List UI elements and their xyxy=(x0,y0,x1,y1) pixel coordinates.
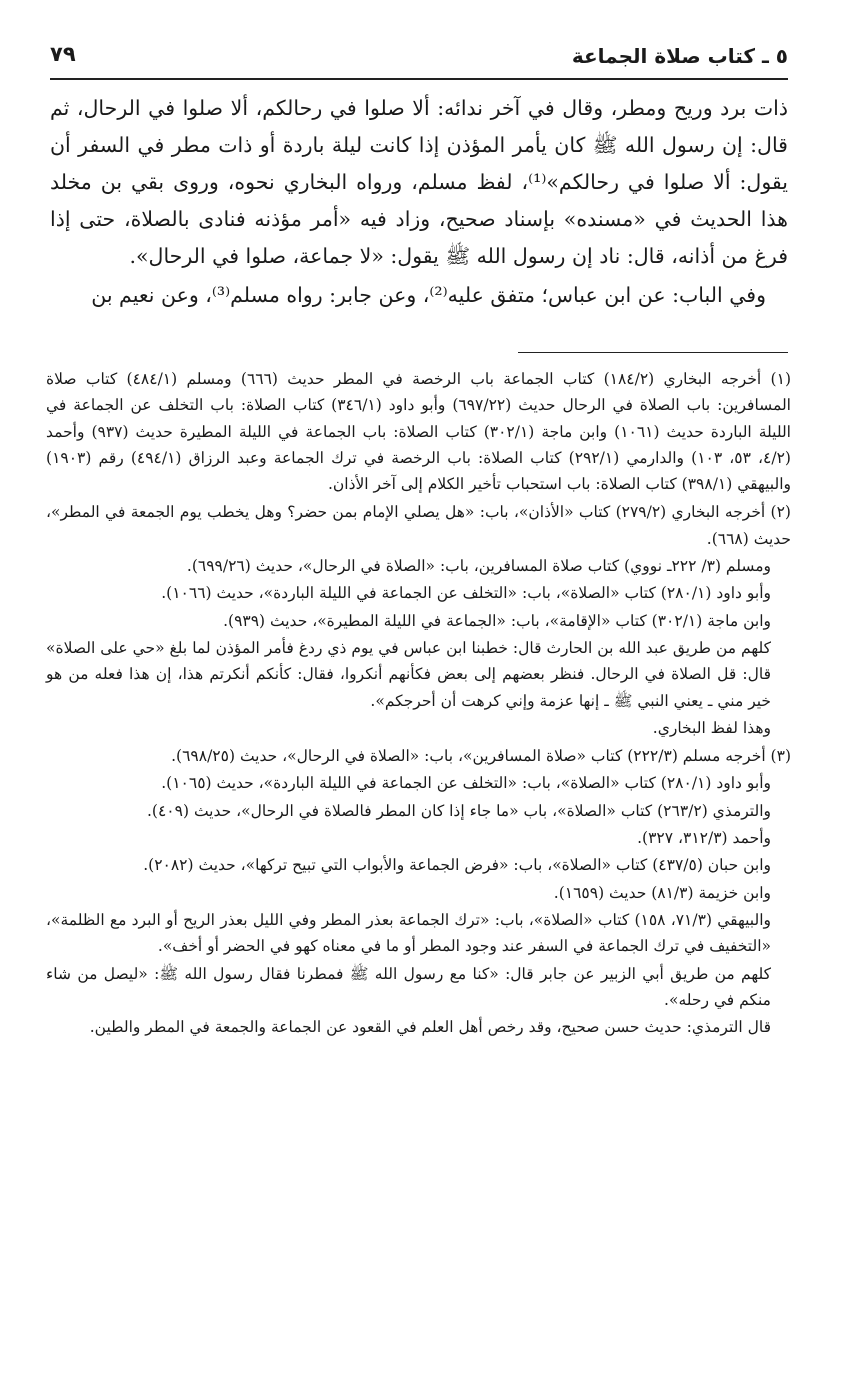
chapter-title: ٥ ـ كتاب صلاة الجماعة xyxy=(571,44,788,68)
main-paragraph: ذات برد وريح ومطر، وقال في آخر ندائه: ألا صلوا في رحالكم، ألا صلوا في الرحال، ثم قال: إن رسول الله ﷺ كان يأمر المؤذن إذا كانت ليلة باردة أو ذات مطر في السفر أن يقول: ألا صلوا في رحالكم»⁽¹⁾، لفظ مسلم، ورواه البخاري نحوه، وروى بقي بن مخلد هذا الحديث في «مسنده» بإسناد صحيح، وزاد فيه «أمر مؤذنه فنادى بالصلاة، حتى إذا فرغ من أذانه، قال: ناد إن رسول الله ﷺ يقول: «لا جماعة، صلوا في الرحال». xyxy=(50,96,788,268)
footnote-separator xyxy=(518,352,788,353)
footnote-line: قال الترمذي: حديث حسن صحيح، وقد رخص أهل العلم في القعود عن الجماعة والجمعة في المطر والطين. xyxy=(89,1018,771,1037)
main-text xyxy=(50,90,788,314)
main-paragraph: وفي الباب: عن ابن عباس؛ متفق عليه⁽²⁾، وعن جابر: رواه مسلم⁽³⁾، وعن نعيم بن xyxy=(91,283,766,307)
footnote-line: وأبو داود (٢٨٠/١) كتاب «الصلاة»، باب: «التخلف عن الجماعة في الليلة الباردة»، حديث (١٠٦٦). xyxy=(161,584,771,603)
page-number: ٧٩ xyxy=(50,42,76,66)
footnote-3: (٣) أخرجه مسلم (٢٢٢/٣) كتاب «صلاة المسافرين»، باب: «الصلاة في الرحال»، حديث (٦٩٨/٢٥). xyxy=(171,747,791,766)
footnote-line: وأبو داود (٢٨٠/١) كتاب «الصلاة»، باب: «التخلف عن الجماعة في الليلة الباردة»، حديث (١٠٦٥). xyxy=(161,774,771,793)
footnote-2: (٢) أخرجه البخاري (٢٧٩/٢) كتاب «الأذان»، باب: «هل يصلي الإمام بمن حضر؟ وهل يخطب يوم الجمعة في المطر»، حديث (٦٦٨). xyxy=(46,503,791,548)
footnotes xyxy=(46,366,791,1041)
footnote-line: كلهم من طريق عبد الله بن الحارث قال: خطبنا ابن عباس في يوم ذي ردغ فأمر المؤذن لما بلغ «حي على الصلاة» قال: قل الصلاة في الرحال. فنظر بعضهم إلى بعض فكأنهم أنكروا، فقال: كأنكم أنكرتم هذا، إن هذا فعله من هو خير مني ـ يعني النبي ﷺ ـ إنها عزمة وإني كرهت أن أحرجكم». xyxy=(46,638,771,710)
footnote-line: ومسلم (٣/ ٢٢٢ـ نووي) كتاب صلاة المسافرين، باب: «الصلاة في الرحال»، حديث (٦٩٩/٢٦). xyxy=(186,557,771,576)
footnote-line: وأحمد (٣١٢/٣، ٣٢٧). xyxy=(637,829,771,848)
footnote-1: (١) أخرجه البخاري (١٨٤/٢) كتاب الجماعة باب الرخصة في المطر حديث (٦٦٦) ومسلم (٤٨٤/١) كتاب صلاة المسافرين: باب الصلاة في الرحال حديث (٦٩٧/٢٢) وأبو داود (٣٤٦/١) كتاب الصلاة: باب التخلف عن الجماعة في الليلة الباردة حديث (١٠٦١) وابن ماجة (٣٠٢/١) كتاب الصلاة: باب الجماعة في الليلة المطيرة حديث (٩٣٧) وأحمد (٤/٢، ٥٣، ١٠٣) والدارمي (٢٩٢/١) كتاب الصلاة: باب الرخصة في ترك الجماعة وعبد الرزاق (٤٩٤/١) رقم (١٩٠٣) والبيهقي (٣٩٨/١) كتاب الصلاة: باب استحباب تأخير الكلام إلى آخر الأذان. xyxy=(46,370,791,494)
footnote-line: كلهم من طريق أبي الزبير عن جابر قال: «كنا مع رسول الله ﷺ فمطرنا فقال رسول الله ﷺ: «ليصل من شاء منكم في رحله». xyxy=(46,964,771,1009)
footnote-line: والترمذي (٢٦٣/٢) كتاب «الصلاة»، باب «ما جاء إذا كان المطر فالصلاة في الرحال»، حديث (٤٠٩). xyxy=(147,801,771,820)
page-header xyxy=(50,38,788,80)
footnote-line: وابن خزيمة (٨١/٣) حديث (١٦٥٩). xyxy=(553,883,771,902)
footnote-line: وابن ماجة (٣٠٢/١) كتاب «الإقامة»، باب: «الجماعة في الليلة المطيرة»، حديث (٩٣٩). xyxy=(223,611,771,630)
footnote-line: والبيهقي (٧١/٣، ١٥٨) كتاب «الصلاة»، باب: «ترك الجماعة بعذر المطر وفي الليل بعذر الريح أو البرد مع الظلمة»، «التخفيف في ترك الجماعة في السفر عند وجود المطر أو ما في معناه كهو في الحضر أو أخف». xyxy=(46,910,771,956)
footnote-line: وابن حبان (٤٣٧/٥) كتاب «الصلاة»، باب: «فرض الجماعة والأبواب التي تبيح تركها»، حديث (٢٠٨٢). xyxy=(143,856,771,875)
footnote-line: وهذا لفظ البخاري. xyxy=(652,718,771,737)
